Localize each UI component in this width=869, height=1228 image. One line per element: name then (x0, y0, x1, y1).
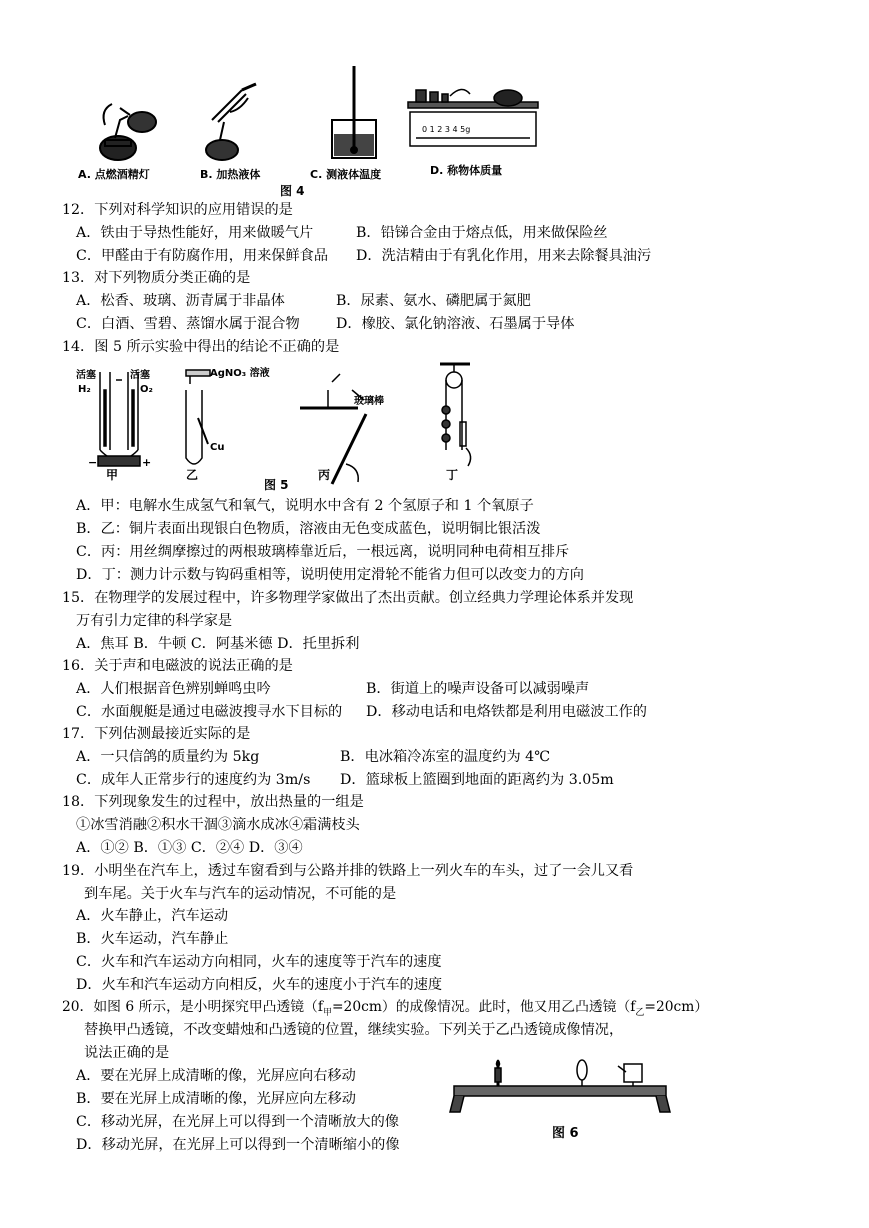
q16-option-a: A．人们根据音色辨别蝉鸣虫吟 (76, 681, 271, 697)
q18-stem: 18．下列现象发生的过程中，放出热量的一组是 (62, 794, 364, 810)
q16-stem: 16．关于声和电磁波的说法正确的是 (62, 658, 293, 674)
q20-stem-part-b: =20cm）的成像情况。此时，他又用乙凸透镜（f (331, 999, 636, 1015)
q17-stem: 17．下列估测最接近实际的是 (62, 726, 251, 742)
test-tube-copper-icon (186, 370, 210, 464)
fig5-agno3-label: AgNO₃ 溶液 (210, 368, 270, 379)
q20-stem (62, 997, 708, 1023)
fixed-pulley-icon (440, 364, 471, 466)
q12-stem: 12．下列对科学知识的应用错误的是 (62, 202, 293, 218)
q19-option-c: C．火车和汽车运动方向相同，火车的速度等于汽车的速度 (76, 954, 442, 970)
q17-option-b: B．电冰箱冷冻室的温度约为 4℃ (340, 749, 551, 765)
electrolysis-apparatus-icon (98, 372, 140, 466)
q20-sub-jia: 甲 (322, 1007, 332, 1018)
q17-option-d: D．篮球板上篮圈到地面的距离约为 3.05m (340, 772, 614, 788)
q17-option-a: A．一只信鸽的质量约为 5kg (76, 749, 260, 765)
q19-option-d: D．火车和汽车运动方向相反，火车的速度小于汽车的速度 (76, 977, 443, 993)
q20-stem-continued-2: 说法正确的是 (84, 1045, 170, 1061)
q17-option-c: C．成年人正常步行的速度约为 3m/s (76, 772, 311, 788)
q13-option-b: B．尿素、氨水、磷肥属于氮肥 (336, 293, 531, 309)
q15-options: A．焦耳 B．牛顿 C．阿基米德 D．托里拆利 (76, 636, 360, 652)
q18-options: A．①② B．①③ C．②④ D．③④ (76, 840, 303, 856)
q12-option-b: B．铅锑合金由于熔点低，用来做保险丝 (356, 225, 608, 241)
fig4-caption-b: B. 加热液体 (200, 168, 261, 181)
q14-option-b: B．乙：铜片表面出现银白色物质，溶液由无色变成蓝色，说明铜比银活泼 (76, 521, 541, 537)
q13-option-c: C．白酒、雪碧、蒸馏水属于混合物 (76, 316, 300, 332)
balance-scale-icon (408, 89, 538, 146)
fig4-caption-a: A. 点燃酒精灯 (78, 168, 150, 181)
fig5-plus-label: + (142, 456, 152, 469)
fig5-plug2-label: 活塞 (130, 370, 150, 381)
optical-bench-icon (448, 1052, 672, 1116)
q20-option-c: C．移动光屏，在光屏上可以得到一个清晰放大的像 (76, 1114, 399, 1130)
thermometer-beaker-icon (332, 66, 376, 158)
balance-scale-text: 0 1 2 3 4 5g (422, 125, 471, 134)
q20-option-b: B．要在光屏上成清晰的像，光屏应向左移动 (76, 1091, 356, 1107)
q14-option-c: C．丙：用丝绸摩擦过的两根玻璃棒靠近后，一根远离，说明同种电荷相互排斥 (76, 544, 570, 560)
fig5-glass-label: 玻璃棒 (354, 396, 384, 407)
glass-rods-icon (300, 374, 366, 484)
q12-option-c: C．甲醛由于有防腐作用，用来保鲜食品 (76, 248, 329, 264)
q15-stem-continued: 万有引力定律的科学家是 (76, 613, 233, 629)
q20-option-d: D．移动光屏，在光屏上可以得到一个清晰缩小的像 (76, 1137, 400, 1153)
fig5-plug1-label: 活塞 (76, 370, 96, 381)
q12-option-a: A．铁由于导热性能好，用来做暖气片 (76, 225, 314, 241)
fig5-minus-label: − (88, 456, 98, 469)
q19-option-a: A．火车静止，汽车运动 (76, 908, 229, 924)
q14-stem: 14．图 5 所示实验中得出的结论不正确的是 (62, 339, 340, 355)
q16-option-d: D．移动电话和电烙铁都是利用电磁波工作的 (366, 704, 647, 720)
q15-stem: 15．在物理学的发展过程中，许多物理学家做出了杰出贡献。创立经典力学理论体系并发现 (62, 590, 634, 606)
q12-option-d: D．洗洁精由于有乳化作用，用来去除餐具油污 (356, 248, 652, 264)
q19-option-b: B．火车运动，汽车静止 (76, 931, 229, 947)
fig5-name-ding: 丁 (446, 468, 459, 482)
fig5-o2-label: O₂ (140, 384, 153, 395)
fig5-name-jia: 甲 (106, 468, 119, 482)
q13-stem: 13．对下列物质分类正确的是 (62, 270, 251, 286)
fig5-name-yi: 乙 (186, 468, 199, 482)
fig6-label: 图 6 (552, 1126, 579, 1141)
q19-stem-continued: 到车尾。关于火车与汽车的运动情况，不可能的是 (84, 886, 397, 902)
q16-option-c: C．水面舰艇是通过电磁波搜寻水下目标的 (76, 704, 343, 720)
q20-stem-part-c: =20cm） (644, 999, 709, 1015)
heating-liquid-icon (206, 84, 256, 160)
alcohol-lamp-icon (100, 104, 156, 160)
q13-option-d: D．橡胶、氯化钠溶液、石墨属于导体 (336, 316, 575, 332)
q16-option-b: B．街道上的噪声设备可以减弱噪声 (366, 681, 590, 697)
fig4-caption-c: C. 测液体温度 (310, 168, 382, 181)
figure-6 (448, 1052, 672, 1146)
q20-stem-continued: 替换甲凸透镜，不改变蜡烛和凸透镜的位置，继续实验。下列关于乙凸透镜成像情况， (84, 1022, 624, 1038)
fig4-caption-d: D. 称物体质量 (430, 164, 503, 177)
q19-stem: 19．小明坐在汽车上，透过车窗看到与公路并排的铁路上一列火车的车头，过了一会儿又看 (62, 863, 634, 879)
q14-option-d: D．丁：测力计示数与钩码重相等，说明使用定滑轮不能省力但可以改变力的方向 (76, 567, 584, 583)
figure-4 (70, 60, 550, 200)
q20-option-a: A．要在光屏上成清晰的像，光屏应向右移动 (76, 1068, 356, 1084)
fig4-label: 图 4 (280, 184, 305, 198)
fig5-name-bing: 丙 (318, 468, 331, 482)
fig5-h2-label: H₂ (78, 384, 91, 395)
figure-5-drawings (70, 360, 510, 492)
q14-option-a: A．甲：电解水生成氢气和氧气，说明水中含有 2 个氢原子和 1 个氧原子 (76, 498, 534, 514)
q20-sub-yi: 乙 (635, 1007, 645, 1018)
q13-option-a: A．松香、玻璃、沥青属于非晶体 (76, 293, 285, 309)
figure-5 (70, 360, 510, 492)
fig5-label: 图 5 (264, 478, 289, 492)
q18-items: ①冰雪消融②积水干涸③滴水成冰④霜满枝头 (76, 817, 360, 833)
q20-stem-part-a: 20．如图 6 所示，是小明探究甲凸透镜（f (62, 999, 323, 1015)
fig5-cu-label: Cu (210, 442, 225, 453)
